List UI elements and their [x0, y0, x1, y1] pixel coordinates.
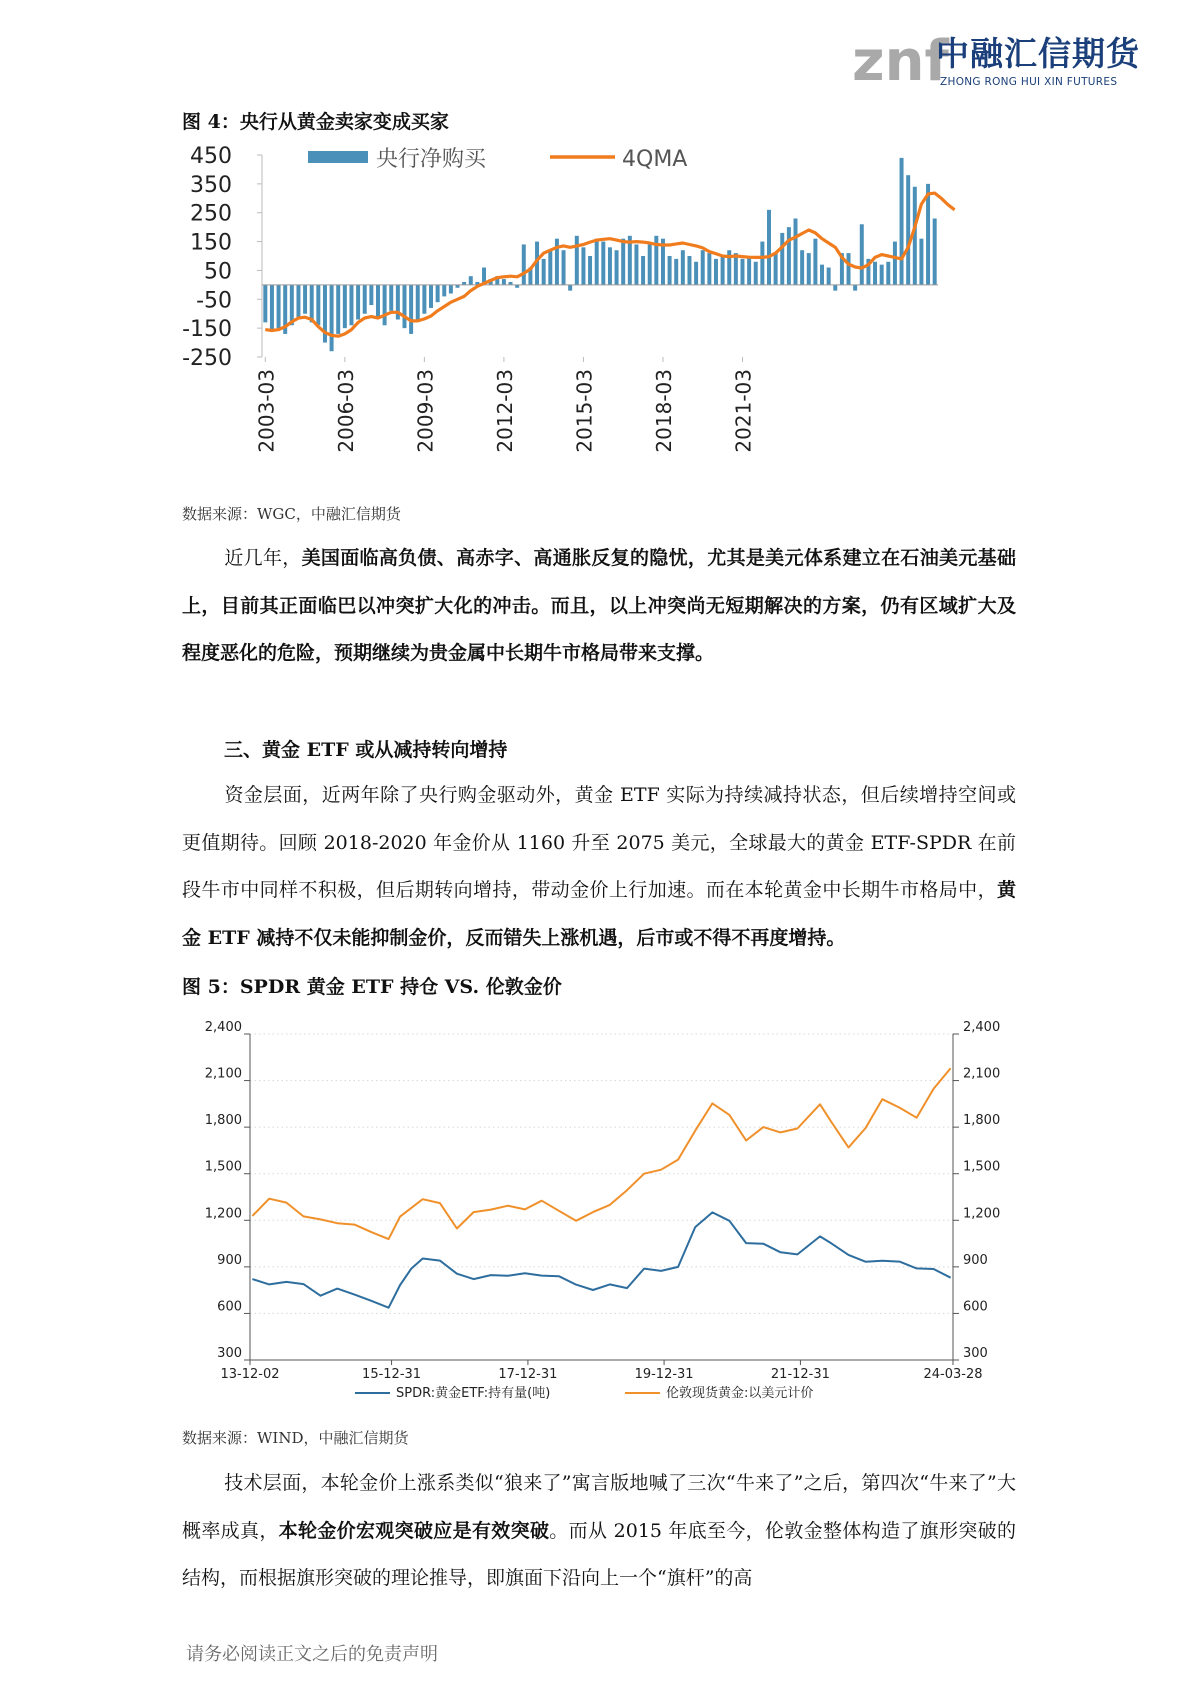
bar-central-bank — [880, 265, 884, 285]
y-right-tick-label: 900 — [963, 1252, 988, 1268]
y-tick-label: 50 — [204, 259, 232, 285]
bar-central-bank — [767, 210, 771, 285]
y-tick-label: 250 — [190, 201, 232, 227]
bar-central-bank — [681, 250, 685, 285]
bar-central-bank — [886, 262, 890, 285]
section3-heading: 三、黄金 ETF 或从减持转向增持 — [224, 739, 508, 761]
bar-central-bank — [694, 262, 698, 285]
bar-central-bank — [568, 285, 572, 291]
y-left-tick-label: 300 — [217, 1346, 242, 1361]
bar-central-bank — [562, 250, 566, 285]
bar-central-bank — [827, 268, 831, 285]
y-right-tick-label: 2,400 — [963, 1020, 1001, 1035]
bar-central-bank — [416, 285, 420, 320]
bar-central-bank — [774, 253, 778, 285]
paragraph-technical-bold: 本轮金价宏观突破应是有效突破 — [278, 1519, 550, 1542]
bar-central-bank — [621, 239, 625, 285]
x-tick-label: 13-12-02 — [220, 1367, 280, 1382]
bar-central-bank — [369, 285, 373, 305]
logo-mark-icon — [852, 28, 949, 94]
bar-central-bank — [853, 285, 857, 291]
bar-central-bank — [634, 244, 638, 284]
y-left-tick-label: 1,500 — [204, 1159, 242, 1175]
bar-central-bank — [542, 259, 546, 285]
bar-central-bank — [687, 256, 691, 285]
bar-central-bank — [363, 285, 367, 314]
bar-central-bank — [449, 285, 453, 294]
y-left-tick-label: 1,800 — [204, 1113, 242, 1129]
x-tick-label: 2012-03 — [492, 369, 517, 453]
bar-central-bank — [873, 262, 877, 285]
bar-central-bank — [847, 253, 851, 285]
paragraph-technical-lead: 技术层面，本轮金价上涨系类似“狼来了”寓言版地喊了三次“牛来了”之后，第四次“牛来了”大概率成真， — [182, 1472, 1016, 1542]
paragraph-etf-bold: 黄金 ETF 减持不仅未能抑制金价，反而错失上涨机遇，后市或不得不再度增持。 — [182, 879, 1016, 949]
y-left-tick-label: 2,100 — [204, 1066, 242, 1082]
y-right-tick-label: 1,800 — [963, 1113, 1001, 1129]
figure5-source: 数据来源：WIND，中融汇信期货 — [182, 1429, 409, 1447]
y-right-tick-label: 1,200 — [963, 1206, 1001, 1222]
bar-central-bank — [429, 285, 433, 308]
bar-central-bank — [336, 285, 340, 334]
y-tick-label: 450 — [190, 144, 232, 169]
figure5-chart — [180, 1010, 1030, 1410]
bar-central-bank — [900, 158, 904, 285]
bar-central-bank — [502, 279, 506, 285]
x-tick-label: 17-12-31 — [498, 1367, 558, 1382]
bar-central-bank — [741, 259, 745, 285]
bar-central-bank — [409, 285, 413, 334]
y-right-tick-label: 600 — [963, 1299, 988, 1315]
bar-central-bank — [349, 285, 353, 325]
figure4-source: 数据来源：WGC，中融汇信期货 — [182, 505, 401, 523]
y-left-tick-label: 900 — [217, 1252, 242, 1268]
x-tick-label: 2021-03 — [731, 369, 756, 453]
bar-central-bank — [794, 218, 798, 284]
bar-central-bank — [734, 253, 738, 285]
bar-central-bank — [436, 285, 440, 302]
bar-central-bank — [754, 262, 758, 285]
bar-central-bank — [310, 285, 314, 323]
bar-central-bank — [403, 285, 407, 328]
line-london-gold — [252, 1068, 950, 1239]
bar-central-bank — [575, 236, 579, 285]
y-left-tick-label: 1,200 — [204, 1206, 242, 1222]
y-left-tick-label: 600 — [217, 1299, 242, 1315]
x-tick-label: 2009-03 — [413, 369, 438, 453]
bar-central-bank — [648, 244, 652, 284]
bar-central-bank — [787, 227, 791, 285]
x-tick-label: 2006-03 — [333, 369, 358, 453]
bar-central-bank — [800, 250, 804, 285]
logo-chinese-name: 中融汇信期货 — [936, 34, 1140, 73]
figure4-title: 图 4：央行从黄金卖家变成买家 — [182, 111, 449, 133]
y-tick-label: -150 — [182, 317, 232, 343]
bar-central-bank — [422, 285, 426, 314]
x-tick-label: 21-12-31 — [770, 1367, 830, 1382]
bar-central-bank — [833, 285, 837, 291]
bar-central-bank — [303, 285, 307, 314]
bar-central-bank — [641, 256, 645, 285]
bar-central-bank — [714, 259, 718, 285]
y-tick-label: 150 — [190, 230, 232, 256]
y-right-tick-label: 1,500 — [963, 1159, 1001, 1175]
paragraph-etf-lead: 资金层面，近两年除了央行购金驱动外，黄金 ETF 实际为持续减持状态，但后续增持空间或更值期待。回顾 2018-2020 年金价从 1160 升至 2075 美元，全球最大的黄金 ETF-SPDR 在前段牛市中同样不积极，但后期转向增持，带动金价上行加速。而在本轮黄金中长期牛市格局中， — [182, 784, 1016, 901]
bar-central-bank — [707, 253, 711, 285]
bar-central-bank — [270, 285, 274, 331]
bar-central-bank — [807, 253, 811, 285]
bar-central-bank — [383, 285, 387, 325]
bar-central-bank — [522, 244, 526, 284]
legend-label-gold: 伦敦现货黄金:以美元计价 — [666, 1386, 814, 1401]
company-logo — [852, 26, 1142, 92]
paragraph-etf — [182, 772, 1016, 962]
y-tick-label: 350 — [190, 172, 232, 198]
bar-central-bank — [316, 285, 320, 325]
bar-central-bank — [330, 285, 334, 351]
bar-central-bank — [595, 239, 599, 285]
bar-central-bank — [581, 247, 585, 285]
bar-central-bank — [296, 285, 300, 320]
bar-central-bank — [820, 265, 824, 285]
legend-label-line: 4QMA — [622, 147, 688, 172]
x-tick-label: 24-03-28 — [923, 1367, 983, 1382]
bar-central-bank — [813, 239, 817, 285]
x-tick-label: 2003-03 — [254, 369, 279, 453]
footer-disclaimer: 请务必阅读正文之后的免责声明 — [186, 1644, 438, 1665]
paragraph-macro-lead: 近几年， — [224, 547, 302, 569]
bar-central-bank — [389, 285, 393, 311]
y-right-tick-label: 300 — [963, 1346, 988, 1361]
bar-central-bank — [674, 259, 678, 285]
bar-central-bank — [469, 276, 473, 285]
legend-label-bar: 央行净购买 — [376, 147, 487, 172]
bar-central-bank — [376, 285, 380, 317]
logo-mark-text: znf — [852, 29, 949, 94]
legend-label-spdr: SPDR:黄金ETF:持有量(吨) — [396, 1386, 551, 1401]
y-tick-label: -250 — [182, 346, 232, 371]
bar-central-bank — [721, 256, 725, 285]
bar-central-bank — [760, 242, 764, 285]
bar-central-bank — [615, 250, 619, 285]
paragraph-macro-bold: 美国面临高负债、高赤字、高通胀反复的隐忧，尤其是美元体系建立在石油美元基础上，目前其正面临巴以冲突扩大化的冲击。而且，以上冲突尚无短期解决的方案，仍有区域扩大及程度恶化的危险，预期继续为贵金属中长期牛市格局带来支撑。 — [182, 547, 1016, 664]
bar-central-bank — [906, 175, 910, 285]
bar-central-bank — [588, 256, 592, 285]
paragraph-technical-tail: 。而从 2015 年底至今，伦敦金整体构造了旗形突破的结构，而根据旗形突破的理论推导，即旗面下沿向上一个“旗杆”的高 — [182, 1519, 1016, 1589]
paragraph-macro — [182, 535, 1016, 678]
bar-central-bank — [860, 224, 864, 285]
bar-central-bank — [933, 218, 937, 284]
x-tick-label: 15-12-31 — [362, 1367, 422, 1382]
bar-central-bank — [919, 239, 923, 285]
bar-central-bank — [747, 256, 751, 285]
figure4-chart — [180, 145, 1020, 485]
bar-central-bank — [343, 285, 347, 328]
x-tick-label: 2015-03 — [572, 369, 597, 453]
y-tick-label: -50 — [196, 288, 232, 314]
y-right-tick-label: 2,100 — [963, 1066, 1001, 1082]
legend-swatch-bar — [308, 151, 368, 163]
bar-central-bank — [442, 285, 446, 297]
bar-central-bank — [277, 285, 281, 328]
bar-central-bank — [668, 256, 672, 285]
x-tick-label: 2018-03 — [651, 369, 676, 453]
paragraph-technical — [182, 1460, 1016, 1603]
logo-english-name: ZHONG RONG HUI XIN FUTURES — [940, 76, 1118, 88]
figure5-title: 图 5：SPDR 黄金 ETF 持仓 VS. 伦敦金价 — [182, 976, 562, 998]
bar-central-bank — [356, 285, 360, 320]
bar-central-bank — [780, 233, 784, 285]
x-tick-label: 19-12-31 — [634, 1367, 694, 1382]
bar-central-bank — [608, 247, 612, 285]
bar-central-bank — [701, 250, 705, 285]
bar-central-bank — [548, 250, 552, 285]
y-left-tick-label: 2,400 — [204, 1020, 242, 1035]
bar-central-bank — [601, 242, 605, 285]
bar-central-bank — [893, 242, 897, 285]
bar-central-bank — [263, 285, 267, 323]
